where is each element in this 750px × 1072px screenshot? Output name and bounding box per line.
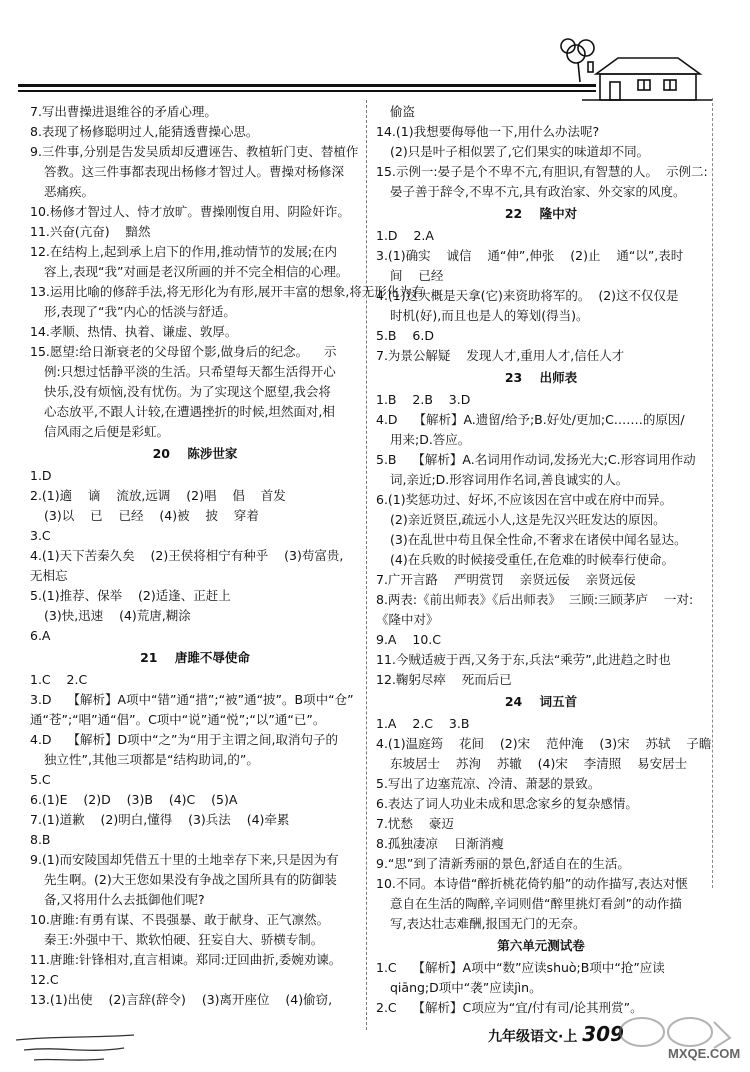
answer-line: (2)亲近贤臣,疏远小人,这是先汉兴旺发达的原因。 (390, 512, 666, 527)
answer-line: 5.C (30, 772, 51, 787)
answer-line: 3.D 【解析】A项中“错”通“措”;“被”通“披”。B项中“仓” (30, 692, 354, 707)
answer-line: 12.在结构上,起到承上启下的作用,推动情节的发展;在内 (30, 244, 338, 259)
answer-line: 独立性”,其他三项都是“结构助词,的”。 (44, 752, 259, 767)
answer-line: (3)快,迅速 (4)荒唐,糊涂 (44, 608, 191, 623)
answer-line: 通“苍”;“唱”通“倡”。C项中“说”通“悦”;“以”通“已”。 (30, 712, 326, 727)
answer-line: 10.不同。本诗借“醉折桃花倚钓船”的动作描写,表达对惬 (376, 876, 688, 891)
answer-line: 词,亲近;D.形容词用作名词,善良诚实的人。 (390, 472, 629, 487)
answer-line: 8.B (30, 832, 51, 847)
answer-line: 1.D 2.A (376, 228, 434, 243)
section-heading: 第六单元测试卷 (497, 938, 585, 953)
answer-line: 12.C (30, 972, 59, 987)
answer-line: 答教。这三件事都表现出杨修才智过人。曹操对杨修深 (44, 164, 345, 179)
answer-line: 12.鞠躬尽瘁 死而后已 (376, 672, 512, 687)
answer-line: 东坡居士 苏洵 苏辙 (4)宋 李清照 易安居士 (390, 756, 688, 771)
answer-line: 9.(1)而安陵国却凭借五十里的土地幸存下来,只是因为有 (30, 852, 339, 867)
answer-line: 10.唐雎:有勇有谋、不畏强暴、敢于献身、正气凛然。 (30, 912, 330, 927)
answer-line: 11.兴奋(亢奋) 黯然 (30, 224, 151, 239)
answer-line: 《隆中对》 (376, 612, 439, 627)
answer-line: 例:只想过恬静平淡的生活。只希望每天都生活得开心 (44, 364, 336, 379)
answer-line: 4.(1)这大概是天拿(它)来资助将军的。 (2)这不仅仅是 (376, 288, 679, 303)
answer-line: 1.A 2.C 3.B (376, 716, 470, 731)
answer-line: 1.C 2.C (30, 672, 88, 687)
answer-line: 晏子善于辞令,不卑不亢,具有政治家、外交家的风度。 (390, 184, 686, 199)
section-heading: 24 词五首 (504, 694, 578, 709)
answer-line: 3.C (30, 528, 51, 543)
page-number: 309 (582, 1022, 624, 1046)
footer-label: 九年级语文·上 (488, 1029, 578, 1045)
answer-line: 14.孝顺、热情、执着、谦虚、敦厚。 (30, 324, 238, 339)
answer-line: 4.D 【解析】A.遗留/给予;B.好处/更加;C.……的原因/ (376, 412, 685, 427)
section-heading: 23 出师表 (504, 370, 578, 385)
answer-line: 10.杨修才智过人、恃才放旷。曹操刚愎自用、阴险奸诈。 (30, 204, 350, 219)
section-heading: 22 隆中对 (504, 206, 578, 221)
header-rule (18, 84, 596, 94)
answer-line: 4.D 【解析】D项中“之”为“用于主谓之间,取消句子的 (30, 732, 338, 747)
answer-line: 7.广开言路 严明赏罚 亲贤远佞 亲贤远佞 (376, 572, 636, 587)
answer-line: 1.B 2.B 3.D (376, 392, 471, 407)
answer-line: 7.写出曹操进退维谷的矛盾心理。 (30, 104, 217, 119)
answer-line: 3.(1)确实 诚信 通“伸”,伸张 (2)止 通“以”,表时 (376, 248, 684, 263)
answer-line: 9.A 10.C (376, 632, 441, 647)
answer-line: 7.忧愁 豪迈 (376, 816, 454, 831)
answer-line: 5.B 【解析】A.名词用作动词,发扬光大;C.形容词用作动 (376, 452, 696, 467)
answer-line: 5.写出了边塞荒凉、冷清、萧瑟的景致。 (376, 776, 601, 791)
answer-line: 先生啊。(2)大王您如果没有争战之国所具有的防御装 (44, 872, 337, 887)
watermark-text: MXQE.COM (668, 1046, 741, 1061)
answer-line: 4.(1)天下苦秦久矣 (2)王侯将相宁有种乎 (3)苟富贵, (30, 548, 344, 563)
answer-line: 时机(好),而且也是人的筹划(得当)。 (390, 308, 589, 323)
answer-line: 6.(1)奖惩功过、好坏,不应该因在宫中或在府中而异。 (376, 492, 673, 507)
answer-line: (2)只是叶子相似罢了,它们果实的味道却不同。 (390, 144, 650, 159)
right-column (376, 102, 712, 1018)
section-heading: 21 唐雎不辱使命 (140, 650, 250, 665)
answer-line: 8.表现了杨修聪明过人,能猜透曹操心思。 (30, 124, 259, 139)
answer-line: 9.三件事,分别是告发吴质却反遭诬告、教植斩门吏、替植作 (30, 144, 359, 159)
answer-line: (4)在兵败的时候接受重任,在危难的时候奉行使命。 (390, 552, 675, 567)
answer-line: 6.(1)E (2)D (3)B (4)C (5)A (30, 792, 238, 807)
answer-line: 备,又将用什么去抵御他们呢? (44, 892, 205, 907)
answer-line: 8.孤独凄凉 日渐消瘦 (376, 836, 504, 851)
answer-line: 容上,表现“我”对画是老汉所画的并不完全相信的心理。 (44, 264, 349, 279)
answer-line: 心态放平,不跟人计较,在遭遇挫折的时候,坦然面对,相 (44, 404, 335, 419)
answer-line: 写,表达壮志难酬,报国无门的无奈。 (390, 916, 586, 931)
answer-line: 信风雨之后便是彩虹。 (44, 424, 170, 439)
answer-line: 6.A (30, 628, 51, 643)
house-illustration-icon (552, 36, 712, 102)
answer-line: 15.示例一:晏子是个不卑不亢,有胆识,有智慧的人。 示例二: (376, 164, 708, 179)
answer-line: 7.(1)道歉 (2)明白,懂得 (3)兵法 (4)牵累 (30, 812, 290, 827)
answer-line: 11.今贼适疲于西,又务于东,兵法“乘劳”,此进趋之时也 (376, 652, 671, 667)
answer-line: 14.(1)我想要侮辱他一下,用什么办法呢? (376, 124, 600, 139)
column-divider (366, 100, 367, 1030)
section-heading: 20 陈涉世家 (152, 446, 238, 461)
answer-line: 11.唐雎:针锋相对,直言相谏。郑同:迂回曲折,委婉劝谏。 (30, 952, 342, 967)
answer-line: 8.两表:《前出师表》《后出师表》 三顾:三顾茅庐 一对: (376, 592, 694, 607)
answer-line: 4.(1)温庭筠 花间 (2)宋 范仲淹 (3)宋 苏轼 子瞻 (376, 736, 712, 751)
answer-line: 恶痛疾。 (44, 184, 95, 199)
answer-line: 2.C 【解析】C项应为“宜/付有司/论其刑赏”。 (376, 1000, 643, 1015)
answer-line: 6.表达了词人功业未成和思念家乡的复杂感情。 (376, 796, 638, 811)
answer-line: 1.D (30, 468, 52, 483)
answer-line: 偷盗 (390, 104, 416, 119)
right-frame-line (712, 98, 713, 888)
answer-line: 5.(1)推荐、保举 (2)适逢、正赶上 (30, 588, 231, 603)
pen-scribble-icon (14, 1032, 204, 1066)
answer-line: 形,表现了“我”内心的恬淡与舒适。 (44, 304, 236, 319)
answer-line: 意自在生活的陶醉,辛词则借“醉里挑灯看剑”的动作描 (390, 896, 682, 911)
answer-line: 1.C 【解析】A项中“数”应读shuò;B项中“抢”应读 (376, 960, 665, 975)
answer-line: 5.B 6.D (376, 328, 434, 343)
answer-line: 15.愿望:给日渐衰老的父母留个影,做身后的纪念。 示 (30, 344, 337, 359)
answer-line: 2.(1)適 谪 流放,远调 (2)唱 倡 首发 (30, 488, 286, 503)
answer-line: 间 已经 (390, 268, 444, 283)
answer-line: 用来;D.答应。 (390, 432, 471, 447)
answer-line: (3)在乱世中苟且保全性命,不奢求在诸侯中闻名显达。 (390, 532, 687, 547)
answer-line: (3)以 已 已经 (4)被 披 穿着 (44, 508, 259, 523)
answer-line: 秦王:外强中干、欺软怕硬、狂妄自大、骄横专制。 (44, 932, 324, 947)
answer-line: 9.“思”到了清新秀丽的景色,舒适自在的生活。 (376, 856, 630, 871)
answer-line: 快乐,没有烦恼,没有忧伤。为了实现这个愿望,我会将 (44, 384, 331, 399)
answer-line: 无相忘 (30, 568, 68, 583)
answer-line: qiāng;D项中“袭”应读jìn。 (390, 980, 542, 995)
answer-line: 7.为景公解疑 发现人才,重用人才,信任人才 (376, 348, 625, 363)
answer-line: 13.(1)出使 (2)言辞(辞令) (3)离开座位 (4)偷窃, (30, 992, 333, 1007)
answer-line: 13.运用比喻的修辞手法,将无形化为有形,展开丰富的想象,将无形化为有 (30, 284, 425, 299)
